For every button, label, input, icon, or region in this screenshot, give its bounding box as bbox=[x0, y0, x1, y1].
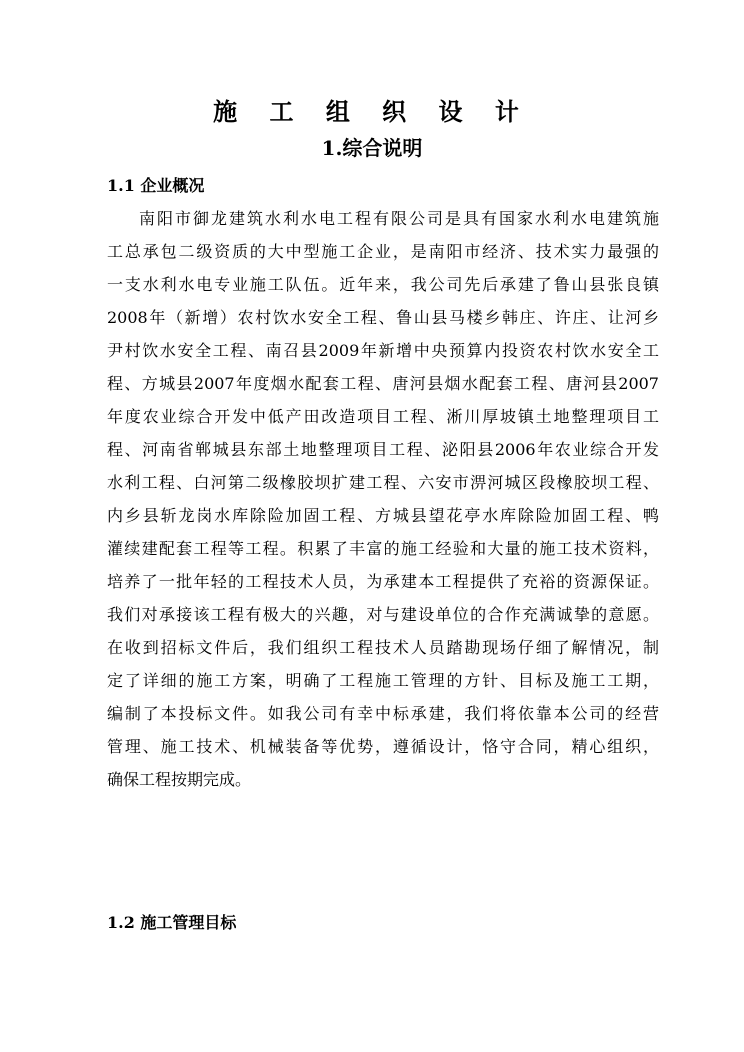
paragraph-line: 确保工程按期完成。 bbox=[107, 770, 252, 789]
paragraph-line: 在收到招标文件后，我们组织工程技术人员踏勘现场仔细了解情况，制 bbox=[107, 638, 659, 657]
section-body-company-overview bbox=[107, 202, 659, 796]
paragraph-line: 培养了一批年轻的工程技术人员，为承建本工程提供了充裕的资源保证。 bbox=[107, 572, 659, 591]
paragraph-line: 尹村饮水安全工程、南召县2009年新增中央预算内投资农村饮水安全工 bbox=[107, 341, 659, 360]
paragraph-line: 编制了本投标文件。如我公司有幸中标承建，我们将依靠本公司的经营 bbox=[107, 704, 659, 723]
paragraph-line: 定了详细的施工方案，明确了工程施工管理的方针、目标及施工工期， bbox=[107, 671, 659, 690]
document-title: 施 工 组 织 设 计 bbox=[213, 97, 531, 126]
paragraph-line: 内乡县斩龙岗水库除险加固工程、方城县望花亭水库除险加固工程、鸭 bbox=[107, 506, 659, 525]
paragraph-line: 工总承包二级资质的大中型施工企业，是南阳市经济、技术实力最强的 bbox=[107, 242, 659, 261]
paragraph-line: 一支水利水电专业施工队伍。近年来，我公司先后承建了鲁山县张良镇 bbox=[107, 275, 659, 294]
paragraph-line: 程、河南省郸城县东部土地整理项目工程、泌阳县2006年农业综合开发 bbox=[107, 440, 659, 459]
paragraph-line: 水利工程、白河第二级橡胶坝扩建工程、六安市淠河城区段橡胶坝工程、 bbox=[107, 473, 659, 492]
paragraph-line: 灌续建配套工程等工程。积累了丰富的施工经验和大量的施工技术资料， bbox=[107, 539, 659, 558]
paragraph-line: 年度农业综合开发中低产田改造项目工程、淅川厚坡镇土地整理项目工 bbox=[107, 407, 659, 426]
paragraph-line: 程、方城县2007年度烟水配套工程、唐河县烟水配套工程、唐河县2007 bbox=[107, 374, 659, 393]
paragraph-line: 2008年（新增）农村饮水安全工程、鲁山县马楼乡韩庄、许庄、让河乡 bbox=[107, 308, 659, 327]
section-heading-management-goals: 1.2 施工管理目标 bbox=[107, 913, 237, 932]
chapter-title: 1.综合说明 bbox=[321, 136, 423, 160]
section-heading-company-overview: 1.1 企业概况 bbox=[107, 176, 205, 195]
paragraph-line: 南阳市御龙建筑水利水电工程有限公司是具有国家水利水电建筑施 bbox=[139, 209, 659, 228]
paragraph-line: 管理、施工技术、机械装备等优势，遵循设计，恪守合同，精心组织， bbox=[107, 737, 659, 756]
paragraph-line: 我们对承接该工程有极大的兴趣，对与建设单位的合作充满诚挚的意愿。 bbox=[107, 605, 659, 624]
